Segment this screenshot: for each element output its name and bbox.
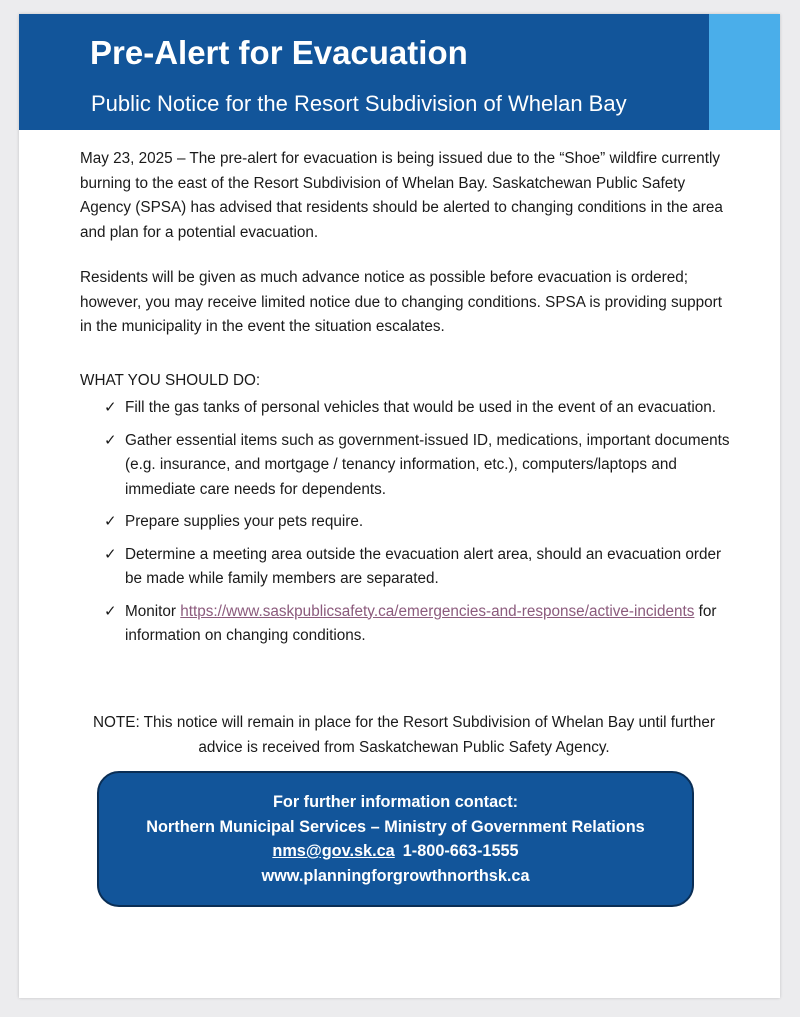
checkmark-icon: ✓: [104, 602, 117, 620]
list-item: [80, 510, 730, 535]
notice-note: NOTE: This notice will remain in place for the Resort Subdivision of Whelan Bay until further advice is received from Saskatchewan Public Safety Agency.: [92, 714, 716, 756]
header-banner: [19, 14, 709, 130]
checkmark-icon: ✓: [104, 513, 117, 530]
notice-paragraph: Residents will be given as much advance notice as possible before evacuation is ordered; however, you may receive limited notice due to changing conditions. SPSA is providing support in the municipality in the event the situation escalates.: [80, 269, 722, 335]
list-item: [80, 429, 730, 503]
checkmark-icon: ✓: [104, 545, 117, 563]
checkmark-icon: ✓: [104, 399, 117, 416]
document-page: [19, 14, 780, 998]
list-item: [80, 396, 730, 421]
page-subtitle: Public Notice for the Resort Subdivision of Whelan Bay: [91, 91, 627, 116]
header-accent-bar: [709, 14, 780, 130]
contact-line: [99, 839, 692, 864]
section-heading: WHAT YOU SHOULD DO:: [80, 372, 261, 389]
list-item-text: Determine a meeting area outside the evacuation alert area, should an evacuation order be made while family members are separated.: [125, 545, 722, 587]
list-item: [80, 543, 730, 592]
contact-box: [97, 771, 694, 907]
spsa-incidents-link[interactable]: https://www.saskpublicsafety.ca/emergencies-and-response/active-incidents: [180, 602, 695, 620]
intro-paragraph: May 23, 2025 – The pre-alert for evacuation is being issued due to the “Shoe” wildfire currently burning to the east of the Resort Subdivision of Whelan Bay. Saskatchewan Public Safety Agency (SPSA) has advised that residents should be alerted to changing conditions in the area and plan for a potential evacuation.: [80, 150, 723, 241]
contact-website[interactable]: www.planningforgrowthnorthsk.ca: [261, 866, 530, 885]
contact-phone: 1-800-663-1555: [402, 842, 519, 860]
monitor-prefix: Monitor: [125, 602, 181, 620]
list-item: [80, 600, 730, 649]
list-item-text: Prepare supplies your pets require.: [125, 513, 364, 530]
monitor-suffix: for information on changing conditions.: [125, 602, 717, 644]
action-checklist: [80, 396, 730, 657]
page-title: Pre-Alert for Evacuation: [90, 34, 468, 71]
list-item-text: Gather essential items such as government-issued ID, medications, important documents (e.g. insurance, and mortgage / tenancy information, etc.), computers/laptops and immediate care needs for dependents.: [125, 431, 730, 498]
contact-organization: Northern Municipal Services – Ministry of Government Relations: [146, 817, 645, 836]
contact-email-link[interactable]: nms@gov.sk.ca: [272, 842, 395, 860]
checkmark-icon: ✓: [104, 431, 117, 449]
list-item-text: Fill the gas tanks of personal vehicles that would be used in the event of an evacuation.: [125, 399, 716, 416]
contact-heading: For further information contact:: [272, 793, 519, 811]
